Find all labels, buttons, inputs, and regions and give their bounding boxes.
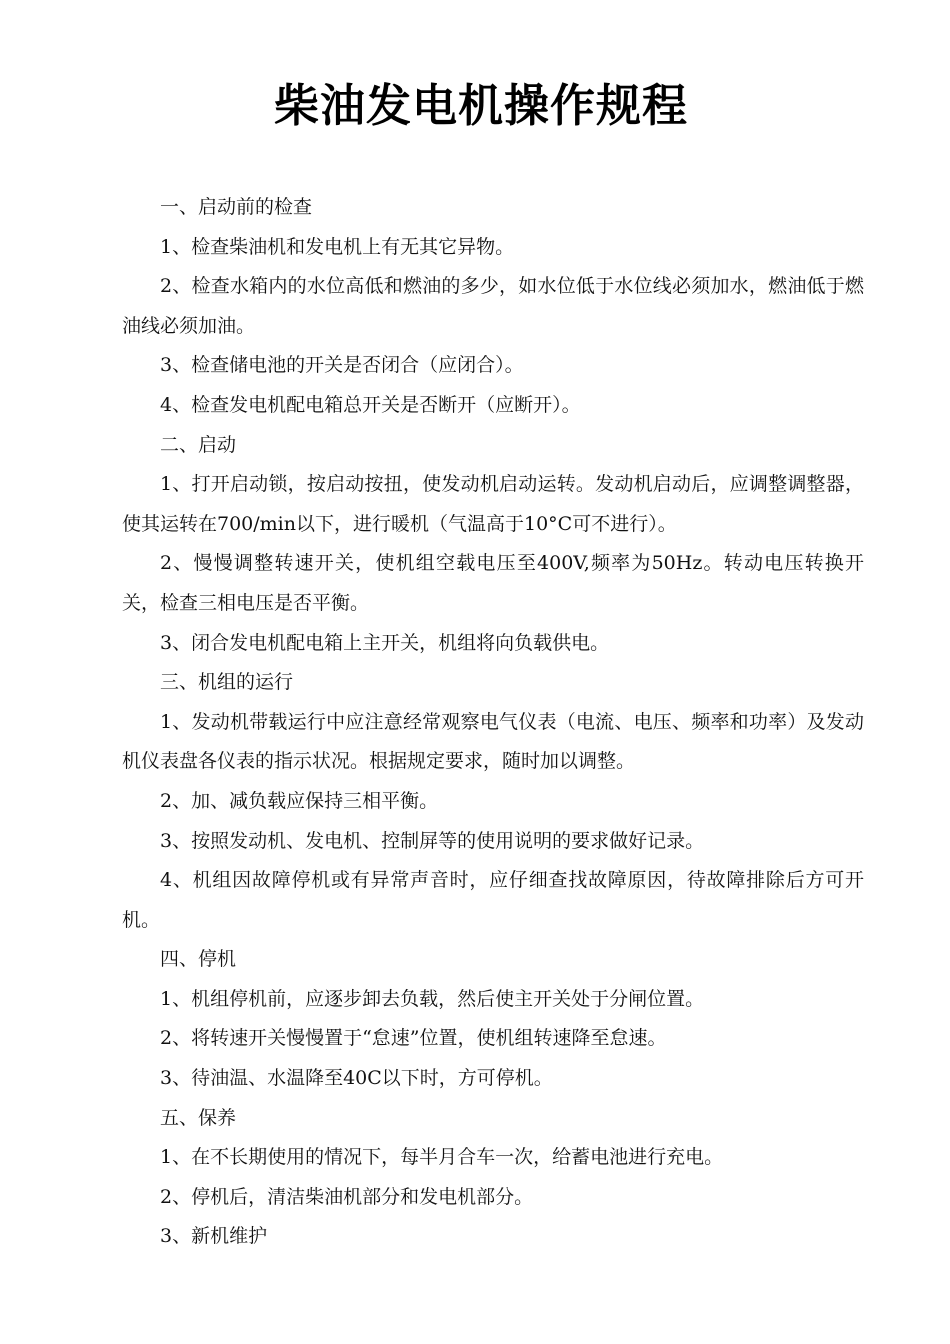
paragraph: 1、在不长期使用的情况下，每半月合车一次，给蓄电池进行充电。 <box>160 1146 724 1169</box>
paragraph: 3、待油温、水温降至40C以下时，方可停机。 <box>160 1067 553 1090</box>
section-heading-maintenance: 五、保养 <box>160 1106 237 1129</box>
paragraph: 2、慢慢调整转速开关，使机组空载电压至400V,频率为50Hz。转动电压转换开关，检查三相电压是否平衡。 <box>122 552 864 614</box>
paragraph: 1、机组停机前，应逐步卸去负载，然后使主开关处于分闸位置。 <box>160 987 705 1010</box>
paragraph: 2、检查水箱内的水位高低和燃油的多少，如水位低于水位线必须加水，燃油低于燃油线必须加油。 <box>122 275 864 337</box>
paragraph: 4、检查发电机配电箱总开关是否断开（应断开）。 <box>160 393 581 416</box>
paragraph: 3、按照发动机、发电机、控制屏等的使用说明的要求做好记录。 <box>160 829 705 852</box>
paragraph: 1、检查柴油机和发电机上有无其它异物。 <box>160 235 515 258</box>
section-heading-shutdown: 四、停机 <box>160 948 237 971</box>
paragraph: 2、加、减负载应保持三相平衡。 <box>160 789 439 812</box>
paragraph: 1、打开启动锁，按启动按扭，使发动机启动运转。发动机启动后，应调整调整器，使其运转在700/min以下，进行暖机（气温高于10°C可不进行）。 <box>122 473 864 535</box>
section-heading-start: 二、启动 <box>160 433 237 456</box>
paragraph: 1、发动机带载运行中应注意经常观察电气仪表（电流、电压、频率和功率）及发动机仪表盘各仪表的指示状况。根据规定要求，随时加以调整。 <box>122 710 864 773</box>
paragraph: 2、停机后，清洁柴油机部分和发电机部分。 <box>160 1185 534 1208</box>
section-heading-operation: 三、机组的运行 <box>160 671 294 694</box>
paragraph: 3、检查储电池的开关是否闭合（应闭合）。 <box>160 354 524 377</box>
document-body <box>122 188 864 1257</box>
paragraph: 4、机组因故障停机或有异常声音时，应仔细查找故障原因，待故障排除后方可开机。 <box>122 869 864 931</box>
paragraph: 3、闭合发电机配电箱上主开关，机组将向负载供电。 <box>160 631 610 654</box>
section-heading-pre-start-check: 一、启动前的检查 <box>160 196 313 218</box>
document-title: 柴油发电机操作规程 <box>273 79 688 132</box>
paragraph: 3、新机维护 <box>160 1225 268 1248</box>
paragraph: 2、将转速开关慢慢置于“怠速”位置，使机组转速降至怠速。 <box>160 1027 667 1050</box>
